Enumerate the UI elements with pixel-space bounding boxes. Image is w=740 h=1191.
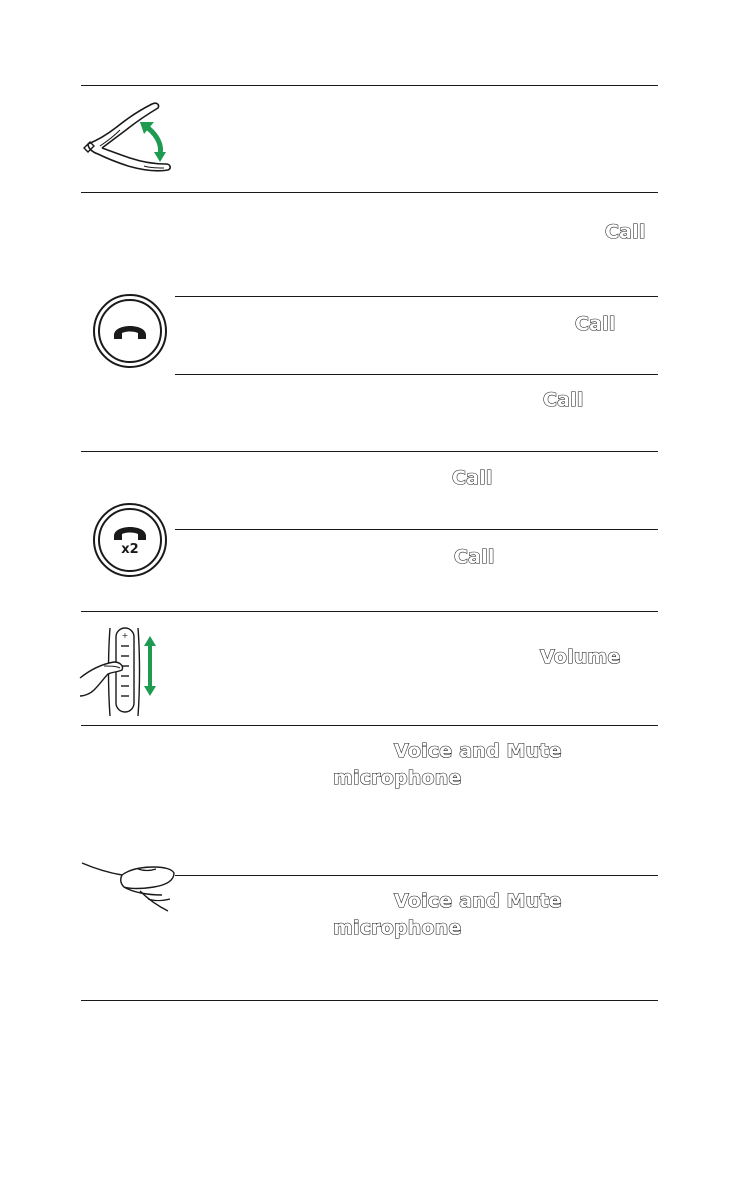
- call-button-icon: [92, 293, 168, 369]
- keyword-microphone: microphone: [333, 767, 462, 789]
- keyword-call: Call: [452, 467, 493, 489]
- keyword-call: Call: [454, 546, 495, 568]
- volume-slider-icon: [80, 624, 164, 718]
- keyword-call: Call: [575, 313, 616, 335]
- boom-rotate-icon: [84, 100, 176, 176]
- divider: [81, 611, 658, 612]
- divider: [175, 529, 658, 530]
- divider: [175, 296, 658, 297]
- keyword-volume: Volume: [540, 646, 621, 668]
- svg-text:+: +: [121, 631, 129, 640]
- divider: [81, 85, 658, 86]
- keyword-voice-and-mute: Voice and Mute: [394, 740, 562, 762]
- divider: [81, 451, 658, 452]
- double-press-badge: x2: [121, 542, 139, 557]
- keyword-microphone: microphone: [333, 917, 462, 939]
- divider: [81, 192, 658, 193]
- divider: [81, 725, 658, 726]
- mute-press-icon: [80, 855, 176, 917]
- divider: [175, 374, 658, 375]
- divider: [175, 875, 658, 876]
- keyword-call: Call: [543, 389, 584, 411]
- keyword-voice-and-mute: Voice and Mute: [394, 890, 562, 912]
- keyword-call: Call: [605, 221, 646, 243]
- call-button-x2-icon: [92, 502, 168, 578]
- divider: [81, 1000, 658, 1001]
